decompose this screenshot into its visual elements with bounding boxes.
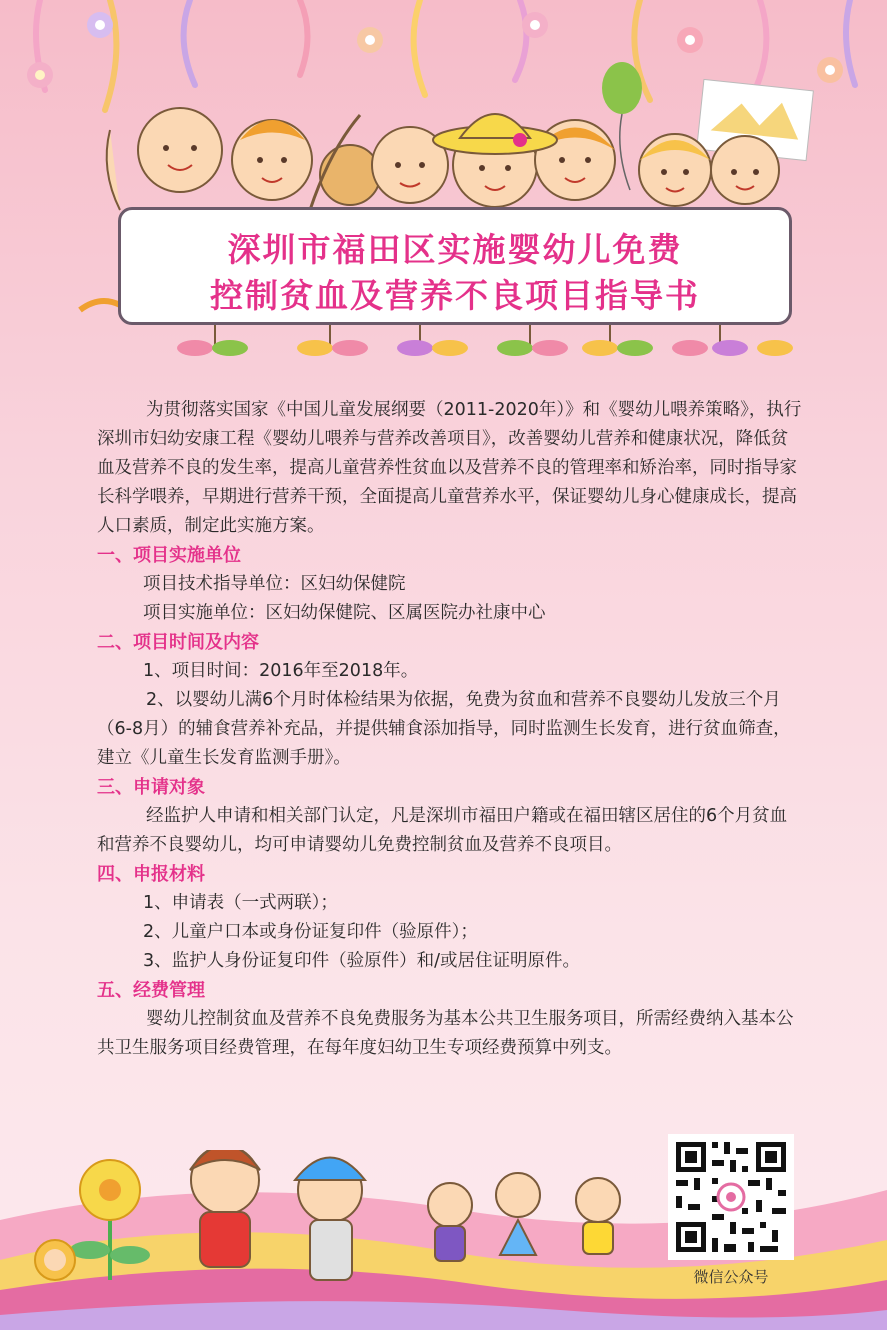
section-4-line: 2、儿童户口本或身份证复印件（验原件）； xyxy=(143,922,478,942)
qr-caption: 微信公众号 xyxy=(693,1268,769,1286)
title-line-2: 控制贫血及营养不良项目指导书 xyxy=(210,276,700,315)
section-5-line: 婴幼儿控制贫血及营养不良免费服务为基本公共卫生服务项目，所需经费纳入基本公共卫生服务项目经费管理，在每年度妇幼卫生专项经费预算中列支。 xyxy=(97,1009,794,1058)
guide-body xyxy=(97,396,802,1063)
section-1-line: 项目技术指导单位：区妇幼保健院 xyxy=(143,574,406,594)
section-1-heading: 一、项目实施单位 xyxy=(97,545,241,566)
section-3-line: 经监护人申请和相关部门认定，凡是深圳市福田户籍或在福田辖区居住的6个月贫血和营养不良婴幼儿，均可申请婴幼儿免费控制贫血及营养不良项目。 xyxy=(97,806,788,855)
section-3-heading: 三、申请对象 xyxy=(97,777,205,798)
title-banner xyxy=(118,207,792,325)
section-2-line: 1、项目时间：2016年至2018年。 xyxy=(143,661,419,681)
section-4-heading: 四、申报材料 xyxy=(97,864,205,885)
section-1-line: 项目实施单位：区妇幼保健院、区属医院办社康中心 xyxy=(143,603,546,623)
intro-paragraph: 为贯彻落实国家《中国儿童发展纲要（2011-2020年）》和《婴幼儿喂养策略》，执行深圳市妇幼安康工程《婴幼儿喂养与营养改善项目》，改善婴幼儿营养和健康状况，降低贫血及营养不良的发生率，提高儿童营养性贫血以及营养不良的管理率和矫治率，同时指导家长科学喂养，早期进行营养干预，全面提高儿童营养水平，保证婴幼儿身心健康成长，提高人口素质，制定此实施方案。 xyxy=(97,400,802,536)
title-line-1: 深圳市福田区实施婴幼儿免费 xyxy=(227,230,683,269)
section-5-heading: 五、经费管理 xyxy=(97,980,205,1001)
section-2-line: 2、以婴幼儿满6个月时体检结果为依据，免费为贫血和营养不良婴幼儿发放三个月（6-8月）的辅食营养补充品，并提供辅食添加指导，同时监测生长发育，进行贫血筛查，建立《儿童生长发育监测手册》。 xyxy=(97,690,791,768)
section-4-line: 1、申请表（一式两联）； xyxy=(143,893,338,913)
section-2-heading: 二、项目时间及内容 xyxy=(97,632,259,653)
qr-code[interactable] xyxy=(668,1134,794,1260)
section-4-line: 3、监护人身份证复印件（验原件）和/或居住证明原件。 xyxy=(143,951,581,971)
